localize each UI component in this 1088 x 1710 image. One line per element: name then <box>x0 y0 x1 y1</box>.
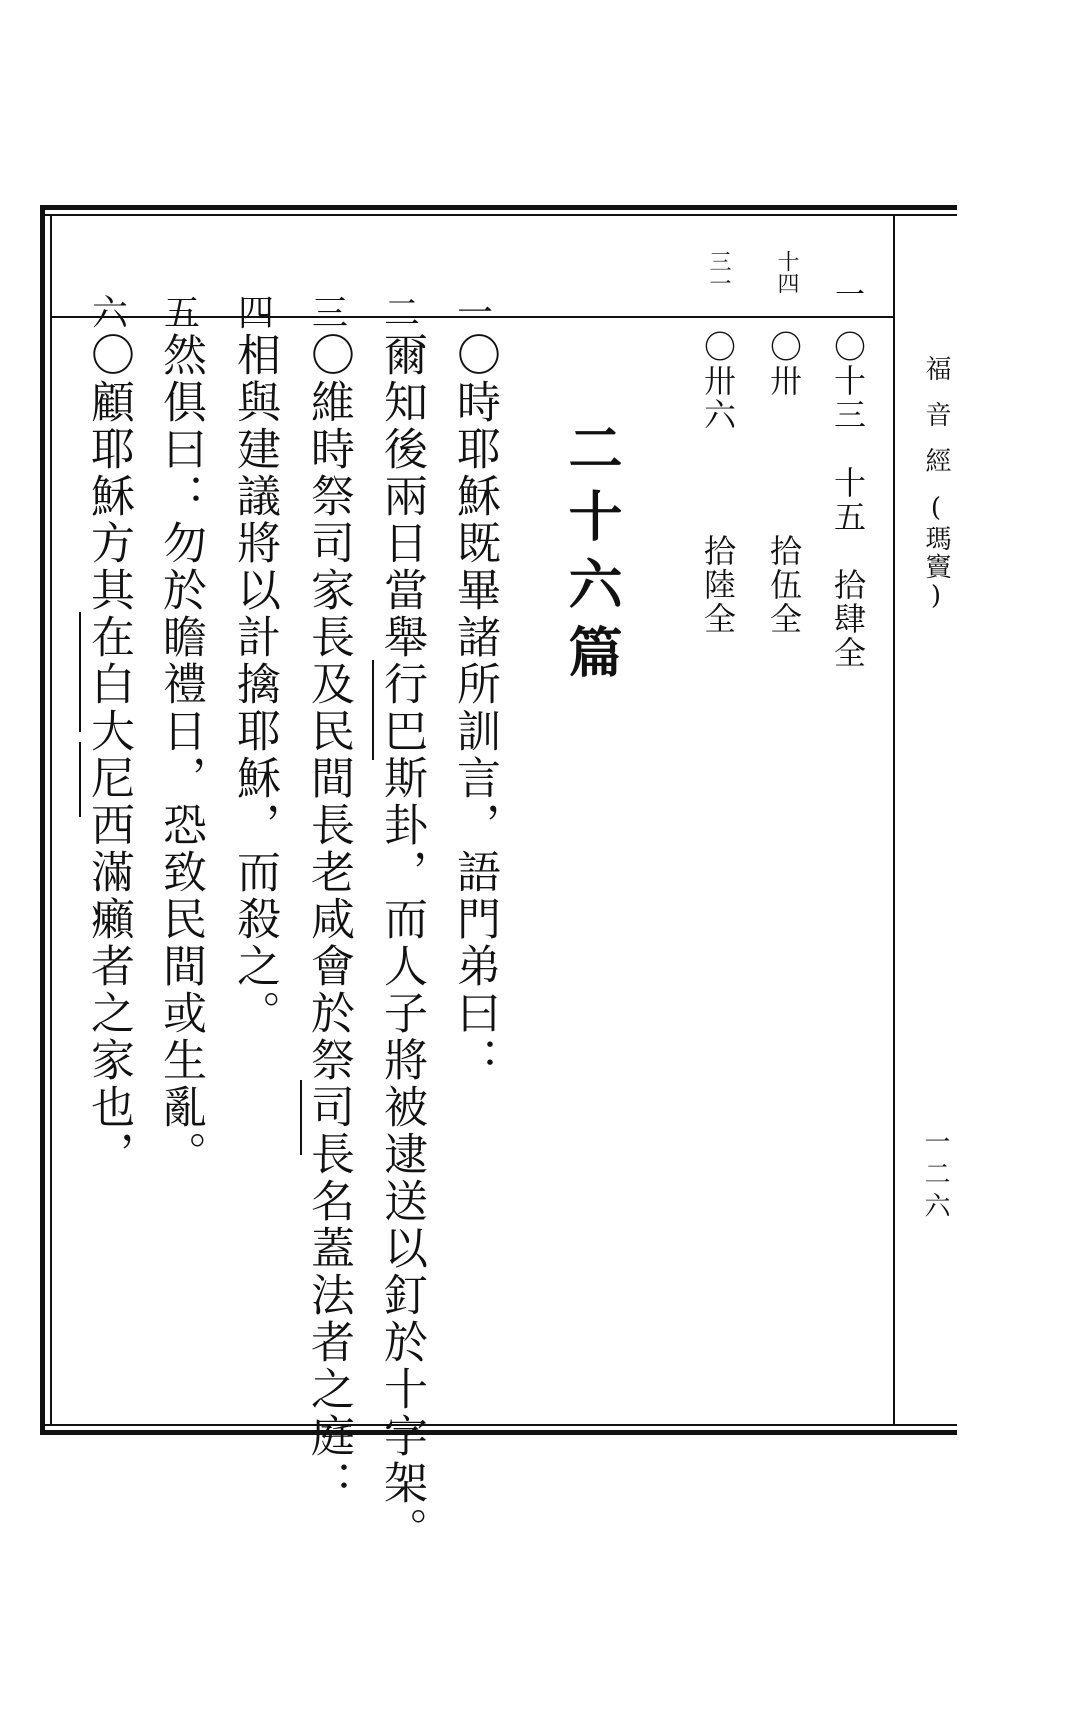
reference-number: 一 <box>835 278 865 313</box>
page-number: 一二六 <box>920 1128 950 1224</box>
reference-number: 三一 <box>706 250 731 294</box>
chapter-heading: 二十六篇 <box>560 420 624 692</box>
frame-right-rule <box>893 214 895 1424</box>
book-title: 福音經(瑪竇) <box>921 355 951 613</box>
frame-bottom-rule-inner <box>40 1424 957 1426</box>
frame-top-rule <box>45 205 957 210</box>
edition-label: (瑪竇) <box>921 493 951 613</box>
frame-left-rule-inner <box>50 214 52 1426</box>
verse-number: 五 <box>163 293 200 334</box>
proper-name-mark <box>372 660 374 760</box>
verse-text: 相與建議將以計擒耶穌，而殺之。 <box>229 332 280 1037</box>
verse-number: 一 <box>456 293 493 334</box>
verse-number: 四 <box>237 293 274 334</box>
reference-number: 十四 <box>774 250 799 294</box>
verse-text: 〇時耶穌既畢諸所訓言，語門弟曰： <box>449 332 500 1084</box>
proper-name-mark <box>79 612 81 732</box>
verse-text: 〇顧耶穌方其在白大尼西滿癩者之家也， <box>83 332 134 1178</box>
frame-left-rule <box>40 205 45 1435</box>
verse-text: 然俱曰：勿於瞻禮日，恐致民間或生亂。 <box>155 332 206 1178</box>
proper-name-mark <box>300 1080 302 1155</box>
verse-text: 〇維時祭司家長及民間長老咸會於祭司長名蓋法者之庭： <box>303 332 354 1507</box>
verse-number: 六 <box>91 293 128 334</box>
verse-text: 爾知後兩日當舉行巴斯卦，而人子將被逮送以釘於十字架。 <box>376 332 427 1554</box>
verse-number: 二 <box>383 293 420 334</box>
verse-number: 三 <box>311 293 348 334</box>
reference-line: 〇十三 十五 拾肆全 <box>829 330 867 670</box>
frame-top-rule-inner <box>45 214 957 216</box>
reference-line: 〇卅六 拾陸全 <box>699 330 737 636</box>
proper-name-mark <box>79 742 81 817</box>
reference-line: 〇卅 拾伍全 <box>765 330 803 636</box>
frame-bottom-rule <box>40 1430 957 1435</box>
